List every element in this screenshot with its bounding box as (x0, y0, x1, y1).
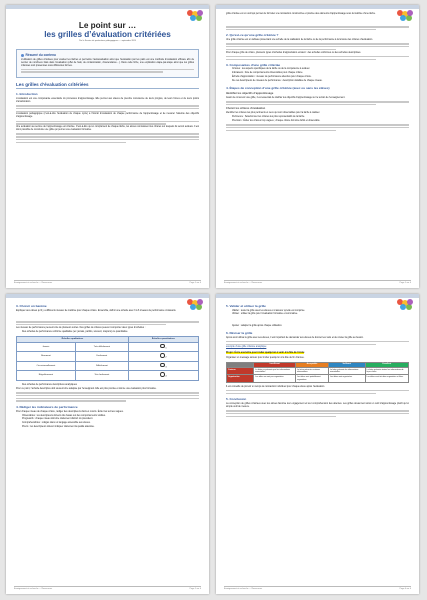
page-footer: Enseignement et recherche — Ressources Page 1 sur 4 (14, 281, 201, 284)
page-header-bar (6, 5, 209, 9)
subsection-heading: 2. Qu’est-ce qu’une grille critériée ? (226, 33, 279, 38)
indicators-list (16, 415, 199, 429)
summary-title: Résumé du contenu (21, 53, 194, 57)
summary-bullet-icon (21, 54, 24, 57)
document-page-4 (216, 294, 419, 594)
subsection-heading: 3. Composantes d’une grille critériée (226, 62, 281, 67)
subsection-heading: 4. Rédiger les indicateurs de performance (16, 404, 78, 409)
doc-title-line1: Le point sur … (78, 21, 137, 30)
paragraph: Expliquer aux élèves qu’il y a différents niveaux de maîtrise pour chaque critère. Ensemble, définir une échelle avec 3 à 6 niveaux de performance croissants. (16, 309, 177, 312)
paragraph: L’évaluation est une composante essentielle du processus d’apprentissage. Elle permet aux élèves de prendre conscience de leurs progrès, de leurs forces et de leurs points d’amélioration. (16, 97, 199, 103)
example-link[interactable]: exemple d’une grille critériée analytique (226, 346, 267, 349)
page-footer: Enseignement et recherche — Ressources Page 1 sur 4 (224, 281, 411, 284)
table-row: Rarement Facilement 2 (17, 352, 199, 362)
list-item: • Ajuster : adapter la grille après chaque utilisation. (232, 325, 409, 328)
paragraph: Après avoir utilisé la grille avec ses élèves, il est important de demander aux élèves de donner leur avis et de réviser la grille au besoin. (226, 336, 364, 339)
list-item: • Des échelles de performance descriptives analytiques (22, 384, 199, 387)
table-header: Échelles quantitatives (128, 336, 198, 342)
scale-table (16, 336, 199, 381)
table-header: Acceptable (296, 362, 329, 367)
list-item: • Compréhensibles : rédigés dans un langage accessible aux élèves. (22, 422, 199, 425)
table-header: Suffisant (328, 362, 365, 367)
criteria-list (226, 116, 409, 123)
paragraph: Pour chaque grille de critère, plusieurs types d’échelles d’appréciation existent : des échelles uniformes ou des échelles descriptives. (226, 51, 362, 54)
page-footer: Enseignement et recherche — Ressources Page 1 sur 4 (14, 587, 201, 590)
paragraph: grille critériée est un outil qui permet de formuler une rétroaction constructive et précise des éléments d’apprentissage sous la maîtrise d’une tâche. (226, 13, 376, 16)
smiley-face-icon (160, 353, 165, 358)
document-page-3 (6, 294, 209, 594)
list-item: • Valider : tester la grille avec les élèves et s’assurer qu’elle est comprise. (232, 310, 395, 313)
paragraph: Il est conseillé de prévoir un temps de rétroaction individuel pour chaque élève après l’évaluation. (226, 385, 325, 388)
table-header: Excellent (365, 362, 408, 367)
document-page-2 (216, 5, 419, 288)
page-header-bar (216, 5, 419, 9)
subsection-heading: 5. Conclusion (226, 397, 247, 402)
table-row: Régulièrement Très facilement 4 (17, 371, 199, 381)
table-row: Contenu La lettre ne présente pas les informations essentielles. La lettre présente certaines informations. La lettre présente les informations essentielles. La lettre présente toutes les informations de façon claire. (227, 367, 409, 375)
list-item: • De ces descripteurs de niveaux de performance : description détaillée de chaque niveau. (232, 80, 409, 83)
summary-box (16, 49, 199, 78)
list-item: • Précision : Éviter les critères trop vagues ; chaque critère doit être défini et observable. (232, 120, 409, 123)
paragraph: Une grille critériée est un tableau présentant une échelle de la réalisation de la tâche ou de la performance à la lumière des critères d’évaluation. (226, 39, 373, 42)
smiley-face-icon (160, 344, 165, 349)
project-title: Projet : Écris une lettre pour inviter quelqu’un à venir à la fête de l’école (226, 352, 305, 355)
subsection-heading: 5. Valider et utiliser la grille (226, 304, 266, 308)
doc-title-line2: les grilles d’évaluation critériées (44, 30, 171, 39)
logo-icon (397, 10, 413, 22)
list-item: • Observables : les descripteurs doivent être basés sur des comportements visibles. (22, 415, 199, 418)
list-item: • Échelle d’appréciation : niveaux de performance attendus pour chaque critère. (232, 76, 409, 79)
subsection-heading: 6. Réviser la grille (226, 331, 253, 335)
validate-list (226, 310, 395, 317)
list-item: • Indicateurs : liste de comportements observables pour chaque critère. (232, 72, 409, 75)
paragraph: Une évaluation au service de l’apprentissage est critériée. C’est-à-dire qu’en complément de chaque tâche, les élèves connaissent les critères sur lesquels ils seront évalués. Il est donc possible de construire une grille qui permet une évaluation formative. (16, 126, 199, 132)
table-header: Insuffisant (254, 362, 296, 367)
paragraph: L’évaluation pédagogique (c’est-à-dire l’évaluation de chaque cycle) a l’intérêt d’évaluation de chaque performance de l’apprentissage et de mesurer l’atteinte des objectifs d’apprentissage. (16, 113, 199, 119)
page-header-bar (6, 294, 209, 298)
page-header-bar (216, 294, 419, 298)
table-row: Organisation Les idées ne sont pas organisées. Les idées sont partiellement organisées. Les idées sont organisées. Les idées sont très bien organisées et liées. (227, 375, 409, 383)
list-item: • Des échelles de performance uniforme qualitative (ex: jamais, parfois, souvent, toujours) ou quantitative. (22, 331, 199, 334)
components-list (226, 68, 409, 82)
paragraph: Avant de concevoir une grille, il est essentiel de clarifier les objectifs d’apprentissage sur le terrain de l’enseignement. (226, 97, 346, 100)
project-subtitle: Organiser un message sérieux pour inviter quelqu’un à la fête de fin d’année. (226, 356, 305, 359)
list-item: • Utiliser : utiliser la grille pour l’évaluation formative et sommative. (232, 313, 395, 316)
smiley-face-icon (160, 372, 165, 377)
page-footer: Enseignement et recherche — Ressources Page 4 sur 4 (224, 587, 411, 590)
paragraph: La conception de grilles critériées avec les élèves favorise leur engagement et leur compréhension des attentes. Les grilles deviennent ainsi un outil d’apprentissage plutôt qu’un simple outil de mesure. (226, 402, 409, 408)
list-item: • Pertinence : Sélectionner les critères les plus représentatifs de la tâche. (232, 116, 409, 119)
subsection-heading: 3. Choisir un barème (16, 304, 47, 308)
section-heading: Les grilles d’évaluation critériées (16, 82, 199, 89)
list-item: • Précis : les descripteurs doivent indiquer clairement la qualité attendue. (22, 426, 199, 429)
paragraph: Pour chaque niveau de chaque critère, rédiger des descripteurs clairs et concis. Éviter les termes vagues. (16, 410, 124, 413)
doc-byline: Par le Service de productions pédagogiques — septembre 2024 (79, 40, 136, 42)
table-header: Échelles qualitatives (17, 336, 129, 342)
summary-text: L’utilisation de grilles critériées pour évaluer les tâches et permettre l’autoévaluation ainsi que l’évaluation par les pairs est une méthode d’évaluation efficace afin de centrer de nombreux biais dans l’évaluation (effet de halo, de contamination, d’ascendance…). Dans cette fiche, une explication étape-par-étape ainsi que les grilles critériées sont présentées sous différentes formes. (21, 58, 194, 67)
paragraph: Pour ce point, l’échelle descriptive doit souvent être adaptée par l’enseignant. Elle est plus précise et donne une évaluation plus formative. (16, 387, 157, 390)
step-heading: Identifier les objectifs d’apprentissage (226, 92, 274, 96)
step-heading: Choisir les critères d’évaluation (226, 107, 266, 111)
subsection-heading: 4. Étapes de conception d’une grille critériée (avec ou sans les élèves) (226, 85, 330, 90)
document-page-1 (6, 5, 209, 288)
table-row: Jamais Très difficilement 1 (17, 342, 199, 352)
smiley-face-icon (160, 363, 165, 368)
list-item: • Progressifs : chaque niveau doit être clairement distinct du précédent. (22, 418, 199, 421)
paragraph: Les niveaux de performance peuvent être de plusieurs sortes. Des grilles de critères peuvent comporter deux types d’échelles : (16, 326, 146, 329)
criteria-grid-table (226, 362, 409, 383)
subsection-heading: 1. Introduction (16, 92, 38, 97)
logo-icon (187, 299, 203, 311)
list-item: • Critères : les aspects spécifiques de la tâche ou de la compétence à évaluer. (232, 68, 409, 71)
paragraph: Identifier les critères les plus pertinents et ceux qui sont observables pour la tâche à réaliser. (226, 112, 320, 115)
logo-icon (397, 299, 413, 311)
table-row: Occasionnellement Difficilement 3 (17, 361, 199, 371)
